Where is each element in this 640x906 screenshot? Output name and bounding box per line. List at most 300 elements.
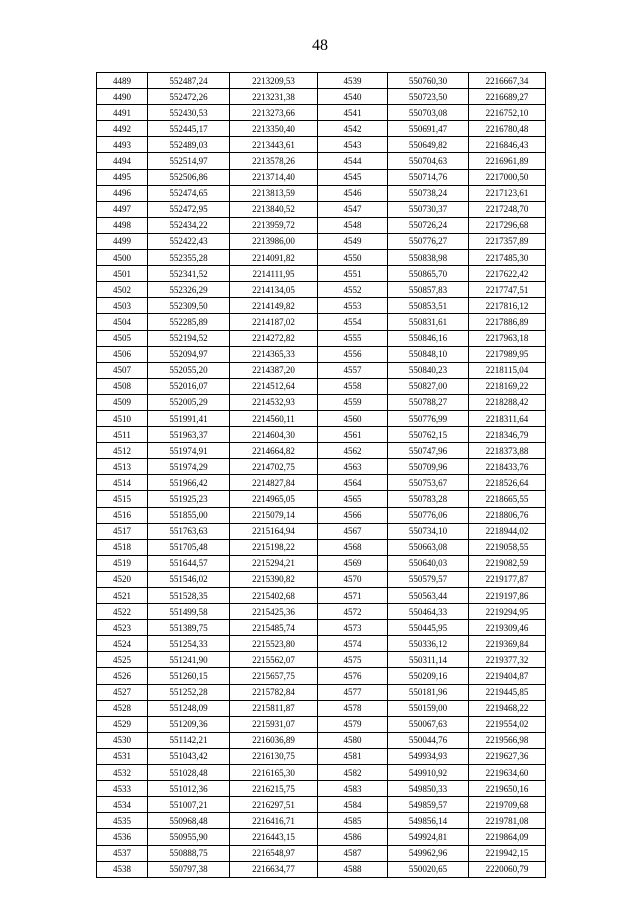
x-coordinate-cell: 552506,86 xyxy=(148,169,230,185)
y-coordinate-cell: 2217816,12 xyxy=(469,298,546,314)
y-coordinate-cell: 2216215,75 xyxy=(230,781,318,797)
point-number-cell: 4581 xyxy=(318,748,388,764)
x-coordinate-cell: 550776,27 xyxy=(388,233,469,249)
point-number-cell: 4564 xyxy=(318,475,388,491)
y-coordinate-cell: 2219309,46 xyxy=(469,620,546,636)
y-coordinate-cell: 2217622,42 xyxy=(469,266,546,282)
point-number-cell: 4573 xyxy=(318,620,388,636)
y-coordinate-cell: 2219445,85 xyxy=(469,684,546,700)
table-row xyxy=(97,636,546,652)
point-number-cell: 4527 xyxy=(97,684,148,700)
y-coordinate-cell: 2216689,27 xyxy=(469,89,546,105)
x-coordinate-cell: 550691,47 xyxy=(388,121,469,137)
x-coordinate-cell: 552472,95 xyxy=(148,201,230,217)
point-number-cell: 4557 xyxy=(318,362,388,378)
y-coordinate-cell: 2215198,22 xyxy=(230,539,318,555)
x-coordinate-cell: 550703,08 xyxy=(388,105,469,121)
x-coordinate-cell: 549924,81 xyxy=(388,829,469,845)
point-number-cell: 4515 xyxy=(97,491,148,507)
point-number-cell: 4508 xyxy=(97,378,148,394)
x-coordinate-cell: 551043,42 xyxy=(148,748,230,764)
point-number-cell: 4588 xyxy=(318,861,388,877)
point-number-cell: 4582 xyxy=(318,765,388,781)
table-row xyxy=(97,233,546,249)
y-coordinate-cell: 2213350,40 xyxy=(230,121,318,137)
point-number-cell: 4496 xyxy=(97,185,148,201)
x-coordinate-cell: 550159,00 xyxy=(388,700,469,716)
x-coordinate-cell: 549910,92 xyxy=(388,765,469,781)
point-number-cell: 4497 xyxy=(97,201,148,217)
point-number-cell: 4505 xyxy=(97,330,148,346)
y-coordinate-cell: 2214272,82 xyxy=(230,330,318,346)
y-coordinate-cell: 2217248,70 xyxy=(469,201,546,217)
table-row xyxy=(97,571,546,587)
x-coordinate-cell: 550753,67 xyxy=(388,475,469,491)
point-number-cell: 4521 xyxy=(97,588,148,604)
page-number: 48 xyxy=(312,37,328,54)
table-row xyxy=(97,217,546,233)
y-coordinate-cell: 2214827,84 xyxy=(230,475,318,491)
x-coordinate-cell: 552434,22 xyxy=(148,217,230,233)
table-row xyxy=(97,169,546,185)
y-coordinate-cell: 2219058,55 xyxy=(469,539,546,555)
x-coordinate-cell: 552422,43 xyxy=(148,233,230,249)
table-row xyxy=(97,394,546,410)
point-number-cell: 4571 xyxy=(318,588,388,604)
point-number-cell: 4509 xyxy=(97,394,148,410)
x-coordinate-cell: 551241,90 xyxy=(148,652,230,668)
x-coordinate-cell: 551925,23 xyxy=(148,491,230,507)
x-coordinate-cell: 551260,15 xyxy=(148,668,230,684)
point-number-cell: 4556 xyxy=(318,346,388,362)
table-row xyxy=(97,250,546,266)
x-coordinate-cell: 550888,75 xyxy=(148,845,230,861)
table-row xyxy=(97,604,546,620)
y-coordinate-cell: 2214111,95 xyxy=(230,266,318,282)
point-number-cell: 4522 xyxy=(97,604,148,620)
point-number-cell: 4518 xyxy=(97,539,148,555)
x-coordinate-cell: 549934,93 xyxy=(388,748,469,764)
y-coordinate-cell: 2214532,93 xyxy=(230,394,318,410)
point-number-cell: 4512 xyxy=(97,443,148,459)
point-number-cell: 4489 xyxy=(97,73,148,89)
x-coordinate-cell: 550730,37 xyxy=(388,201,469,217)
x-coordinate-cell: 550846,16 xyxy=(388,330,469,346)
y-coordinate-cell: 2214387,20 xyxy=(230,362,318,378)
point-number-cell: 4562 xyxy=(318,443,388,459)
point-number-cell: 4504 xyxy=(97,314,148,330)
point-number-cell: 4541 xyxy=(318,105,388,121)
point-number-cell: 4513 xyxy=(97,459,148,475)
point-number-cell: 4490 xyxy=(97,89,148,105)
table-row xyxy=(97,475,546,491)
x-coordinate-cell: 550838,98 xyxy=(388,250,469,266)
x-coordinate-cell: 550853,51 xyxy=(388,298,469,314)
y-coordinate-cell: 2213986,00 xyxy=(230,233,318,249)
table-row xyxy=(97,314,546,330)
y-coordinate-cell: 2218115,04 xyxy=(469,362,546,378)
table-row xyxy=(97,813,546,829)
y-coordinate-cell: 2219554,02 xyxy=(469,716,546,732)
x-coordinate-cell: 550579,57 xyxy=(388,571,469,587)
y-coordinate-cell: 2216165,30 xyxy=(230,765,318,781)
table-row xyxy=(97,105,546,121)
x-coordinate-cell: 550336,12 xyxy=(388,636,469,652)
point-number-cell: 4537 xyxy=(97,845,148,861)
x-coordinate-cell: 551991,41 xyxy=(148,410,230,426)
point-number-cell: 4548 xyxy=(318,217,388,233)
x-coordinate-cell: 550640,03 xyxy=(388,555,469,571)
point-number-cell: 4560 xyxy=(318,410,388,426)
point-number-cell: 4585 xyxy=(318,813,388,829)
table-row xyxy=(97,443,546,459)
y-coordinate-cell: 2218311,64 xyxy=(469,410,546,426)
y-coordinate-cell: 2215079,14 xyxy=(230,507,318,523)
x-coordinate-cell: 550020,65 xyxy=(388,861,469,877)
point-number-cell: 4535 xyxy=(97,813,148,829)
y-coordinate-cell: 2219942,15 xyxy=(469,845,546,861)
point-number-cell: 4506 xyxy=(97,346,148,362)
table-row xyxy=(97,459,546,475)
y-coordinate-cell: 2216634,77 xyxy=(230,861,318,877)
y-coordinate-cell: 2218665,55 xyxy=(469,491,546,507)
point-number-cell: 4572 xyxy=(318,604,388,620)
table-row xyxy=(97,73,546,89)
point-number-cell: 4494 xyxy=(97,153,148,169)
point-number-cell: 4584 xyxy=(318,797,388,813)
y-coordinate-cell: 2213273,66 xyxy=(230,105,318,121)
coordinates-table-body xyxy=(97,73,546,878)
y-coordinate-cell: 2216548,97 xyxy=(230,845,318,861)
y-coordinate-cell: 2218346,79 xyxy=(469,427,546,443)
x-coordinate-cell: 550709,96 xyxy=(388,459,469,475)
table-row xyxy=(97,588,546,604)
x-coordinate-cell: 550714,76 xyxy=(388,169,469,185)
table-row xyxy=(97,620,546,636)
point-number-cell: 4530 xyxy=(97,732,148,748)
y-coordinate-cell: 2214965,05 xyxy=(230,491,318,507)
table-row xyxy=(97,716,546,732)
y-coordinate-cell: 2215523,80 xyxy=(230,636,318,652)
x-coordinate-cell: 550797,38 xyxy=(148,861,230,877)
point-number-cell: 4501 xyxy=(97,266,148,282)
y-coordinate-cell: 2215390,82 xyxy=(230,571,318,587)
table-row xyxy=(97,121,546,137)
table-row xyxy=(97,266,546,282)
x-coordinate-cell: 550827,00 xyxy=(388,378,469,394)
x-coordinate-cell: 550783,28 xyxy=(388,491,469,507)
x-coordinate-cell: 550563,44 xyxy=(388,588,469,604)
x-coordinate-cell: 552430,53 xyxy=(148,105,230,121)
y-coordinate-cell: 2216752,10 xyxy=(469,105,546,121)
point-number-cell: 4553 xyxy=(318,298,388,314)
table-row xyxy=(97,652,546,668)
table-row xyxy=(97,330,546,346)
table-row xyxy=(97,684,546,700)
point-number-cell: 4566 xyxy=(318,507,388,523)
y-coordinate-cell: 2218806,76 xyxy=(469,507,546,523)
y-coordinate-cell: 2213959,72 xyxy=(230,217,318,233)
table-row xyxy=(97,845,546,861)
y-coordinate-cell: 2213209,53 xyxy=(230,73,318,89)
x-coordinate-cell: 550649,82 xyxy=(388,137,469,153)
x-coordinate-cell: 551546,02 xyxy=(148,571,230,587)
table-row xyxy=(97,539,546,555)
point-number-cell: 4546 xyxy=(318,185,388,201)
x-coordinate-cell: 552474,65 xyxy=(148,185,230,201)
y-coordinate-cell: 2214149,82 xyxy=(230,298,318,314)
x-coordinate-cell: 551974,29 xyxy=(148,459,230,475)
y-coordinate-cell: 2217296,68 xyxy=(469,217,546,233)
y-coordinate-cell: 2219369,84 xyxy=(469,636,546,652)
point-number-cell: 4540 xyxy=(318,89,388,105)
point-number-cell: 4510 xyxy=(97,410,148,426)
x-coordinate-cell: 550181,96 xyxy=(388,684,469,700)
x-coordinate-cell: 550311,14 xyxy=(388,652,469,668)
point-number-cell: 4514 xyxy=(97,475,148,491)
y-coordinate-cell: 2219627,36 xyxy=(469,748,546,764)
point-number-cell: 4538 xyxy=(97,861,148,877)
point-number-cell: 4498 xyxy=(97,217,148,233)
x-coordinate-cell: 552472,26 xyxy=(148,89,230,105)
y-coordinate-cell: 2216443,15 xyxy=(230,829,318,845)
table-row xyxy=(97,346,546,362)
y-coordinate-cell: 2216780,48 xyxy=(469,121,546,137)
y-coordinate-cell: 2216961,89 xyxy=(469,153,546,169)
point-number-cell: 4534 xyxy=(97,797,148,813)
x-coordinate-cell: 552445,17 xyxy=(148,121,230,137)
point-number-cell: 4579 xyxy=(318,716,388,732)
table-row xyxy=(97,797,546,813)
x-coordinate-cell: 550067,63 xyxy=(388,716,469,732)
y-coordinate-cell: 2214134,05 xyxy=(230,282,318,298)
y-coordinate-cell: 2214664,82 xyxy=(230,443,318,459)
y-coordinate-cell: 2218433,76 xyxy=(469,459,546,475)
table-row xyxy=(97,410,546,426)
y-coordinate-cell: 2216667,34 xyxy=(469,73,546,89)
y-coordinate-cell: 2215425,36 xyxy=(230,604,318,620)
y-coordinate-cell: 2217485,30 xyxy=(469,250,546,266)
x-coordinate-cell: 550955,90 xyxy=(148,829,230,845)
x-coordinate-cell: 552094,97 xyxy=(148,346,230,362)
x-coordinate-cell: 552005,29 xyxy=(148,394,230,410)
x-coordinate-cell: 549962,96 xyxy=(388,845,469,861)
y-coordinate-cell: 2214187,02 xyxy=(230,314,318,330)
x-coordinate-cell: 552055,20 xyxy=(148,362,230,378)
table-row xyxy=(97,555,546,571)
y-coordinate-cell: 2217123,61 xyxy=(469,185,546,201)
y-coordinate-cell: 2213840,52 xyxy=(230,201,318,217)
x-coordinate-cell: 551974,91 xyxy=(148,443,230,459)
point-number-cell: 4539 xyxy=(318,73,388,89)
point-number-cell: 4503 xyxy=(97,298,148,314)
x-coordinate-cell: 550840,23 xyxy=(388,362,469,378)
x-coordinate-cell: 550723,50 xyxy=(388,89,469,105)
x-coordinate-cell: 550209,16 xyxy=(388,668,469,684)
table-row xyxy=(97,523,546,539)
y-coordinate-cell: 2215294,21 xyxy=(230,555,318,571)
point-number-cell: 4544 xyxy=(318,153,388,169)
point-number-cell: 4491 xyxy=(97,105,148,121)
y-coordinate-cell: 2215657,75 xyxy=(230,668,318,684)
x-coordinate-cell: 551389,75 xyxy=(148,620,230,636)
y-coordinate-cell: 2214702,75 xyxy=(230,459,318,475)
table-row xyxy=(97,765,546,781)
point-number-cell: 4542 xyxy=(318,121,388,137)
x-coordinate-cell: 552326,29 xyxy=(148,282,230,298)
y-coordinate-cell: 2216036,89 xyxy=(230,732,318,748)
y-coordinate-cell: 2214604,30 xyxy=(230,427,318,443)
x-coordinate-cell: 551705,48 xyxy=(148,539,230,555)
x-coordinate-cell: 551248,09 xyxy=(148,700,230,716)
y-coordinate-cell: 2215811,87 xyxy=(230,700,318,716)
x-coordinate-cell: 551028,48 xyxy=(148,765,230,781)
point-number-cell: 4526 xyxy=(97,668,148,684)
point-number-cell: 4543 xyxy=(318,137,388,153)
table-row xyxy=(97,668,546,684)
x-coordinate-cell: 550968,48 xyxy=(148,813,230,829)
point-number-cell: 4533 xyxy=(97,781,148,797)
x-coordinate-cell: 552489,03 xyxy=(148,137,230,153)
y-coordinate-cell: 2219197,86 xyxy=(469,588,546,604)
point-number-cell: 4492 xyxy=(97,121,148,137)
point-number-cell: 4570 xyxy=(318,571,388,587)
point-number-cell: 4507 xyxy=(97,362,148,378)
y-coordinate-cell: 2216846,43 xyxy=(469,137,546,153)
y-coordinate-cell: 2217000,50 xyxy=(469,169,546,185)
x-coordinate-cell: 549859,57 xyxy=(388,797,469,813)
point-number-cell: 4552 xyxy=(318,282,388,298)
table-row xyxy=(97,362,546,378)
x-coordinate-cell: 551209,36 xyxy=(148,716,230,732)
x-coordinate-cell: 551012,36 xyxy=(148,781,230,797)
y-coordinate-cell: 2213813,59 xyxy=(230,185,318,201)
y-coordinate-cell: 2215782,84 xyxy=(230,684,318,700)
table-row xyxy=(97,491,546,507)
y-coordinate-cell: 2219781,08 xyxy=(469,813,546,829)
point-number-cell: 4577 xyxy=(318,684,388,700)
table-row xyxy=(97,89,546,105)
point-number-cell: 4580 xyxy=(318,732,388,748)
table-row xyxy=(97,861,546,877)
point-number-cell: 4578 xyxy=(318,700,388,716)
x-coordinate-cell: 550734,10 xyxy=(388,523,469,539)
x-coordinate-cell: 550760,30 xyxy=(388,73,469,89)
x-coordinate-cell: 551963,37 xyxy=(148,427,230,443)
y-coordinate-cell: 2214365,33 xyxy=(230,346,318,362)
x-coordinate-cell: 551252,28 xyxy=(148,684,230,700)
point-number-cell: 4516 xyxy=(97,507,148,523)
y-coordinate-cell: 2213714,40 xyxy=(230,169,318,185)
point-number-cell: 4499 xyxy=(97,233,148,249)
point-number-cell: 4549 xyxy=(318,233,388,249)
y-coordinate-cell: 2219294,95 xyxy=(469,604,546,620)
point-number-cell: 4559 xyxy=(318,394,388,410)
x-coordinate-cell: 550738,24 xyxy=(388,185,469,201)
x-coordinate-cell: 550445,95 xyxy=(388,620,469,636)
point-number-cell: 4502 xyxy=(97,282,148,298)
y-coordinate-cell: 2215164,94 xyxy=(230,523,318,539)
point-number-cell: 4523 xyxy=(97,620,148,636)
y-coordinate-cell: 2219377,32 xyxy=(469,652,546,668)
x-coordinate-cell: 550726,24 xyxy=(388,217,469,233)
y-coordinate-cell: 2219468,22 xyxy=(469,700,546,716)
x-coordinate-cell: 551966,42 xyxy=(148,475,230,491)
point-number-cell: 4517 xyxy=(97,523,148,539)
x-coordinate-cell: 550747,96 xyxy=(388,443,469,459)
table-row xyxy=(97,153,546,169)
y-coordinate-cell: 2217886,89 xyxy=(469,314,546,330)
point-number-cell: 4524 xyxy=(97,636,148,652)
y-coordinate-cell: 2215931,07 xyxy=(230,716,318,732)
x-coordinate-cell: 551644,57 xyxy=(148,555,230,571)
x-coordinate-cell: 550865,70 xyxy=(388,266,469,282)
y-coordinate-cell: 2216416,71 xyxy=(230,813,318,829)
x-coordinate-cell: 551499,58 xyxy=(148,604,230,620)
x-coordinate-cell: 549850,33 xyxy=(388,781,469,797)
coordinates-table xyxy=(96,72,546,878)
x-coordinate-cell: 551254,33 xyxy=(148,636,230,652)
x-coordinate-cell: 552341,52 xyxy=(148,266,230,282)
y-coordinate-cell: 2219082,59 xyxy=(469,555,546,571)
point-number-cell: 4565 xyxy=(318,491,388,507)
x-coordinate-cell: 550776,06 xyxy=(388,507,469,523)
x-coordinate-cell: 551007,21 xyxy=(148,797,230,813)
y-coordinate-cell: 2219634,60 xyxy=(469,765,546,781)
y-coordinate-cell: 2219709,68 xyxy=(469,797,546,813)
y-coordinate-cell: 2219177,87 xyxy=(469,571,546,587)
point-number-cell: 4575 xyxy=(318,652,388,668)
y-coordinate-cell: 2218526,64 xyxy=(469,475,546,491)
table-row xyxy=(97,378,546,394)
y-coordinate-cell: 2218944,02 xyxy=(469,523,546,539)
point-number-cell: 4529 xyxy=(97,716,148,732)
y-coordinate-cell: 2219404,87 xyxy=(469,668,546,684)
point-number-cell: 4536 xyxy=(97,829,148,845)
x-coordinate-cell: 552285,89 xyxy=(148,314,230,330)
y-coordinate-cell: 2217357,89 xyxy=(469,233,546,249)
point-number-cell: 4550 xyxy=(318,250,388,266)
point-number-cell: 4569 xyxy=(318,555,388,571)
x-coordinate-cell: 550848,10 xyxy=(388,346,469,362)
point-number-cell: 4532 xyxy=(97,765,148,781)
y-coordinate-cell: 2215485,74 xyxy=(230,620,318,636)
point-number-cell: 4563 xyxy=(318,459,388,475)
point-number-cell: 4586 xyxy=(318,829,388,845)
x-coordinate-cell: 552355,28 xyxy=(148,250,230,266)
x-coordinate-cell: 551763,63 xyxy=(148,523,230,539)
point-number-cell: 4574 xyxy=(318,636,388,652)
table-row xyxy=(97,700,546,716)
y-coordinate-cell: 2213578,26 xyxy=(230,153,318,169)
y-coordinate-cell: 2214091,82 xyxy=(230,250,318,266)
x-coordinate-cell: 550704,63 xyxy=(388,153,469,169)
y-coordinate-cell: 2218288,42 xyxy=(469,394,546,410)
y-coordinate-cell: 2216130,75 xyxy=(230,748,318,764)
point-number-cell: 4551 xyxy=(318,266,388,282)
point-number-cell: 4576 xyxy=(318,668,388,684)
point-number-cell: 4493 xyxy=(97,137,148,153)
y-coordinate-cell: 2214512,64 xyxy=(230,378,318,394)
point-number-cell: 4528 xyxy=(97,700,148,716)
point-number-cell: 4567 xyxy=(318,523,388,539)
y-coordinate-cell: 2217989,95 xyxy=(469,346,546,362)
x-coordinate-cell: 551528,35 xyxy=(148,588,230,604)
point-number-cell: 4495 xyxy=(97,169,148,185)
table-row xyxy=(97,748,546,764)
x-coordinate-cell: 550788,27 xyxy=(388,394,469,410)
table-row xyxy=(97,507,546,523)
